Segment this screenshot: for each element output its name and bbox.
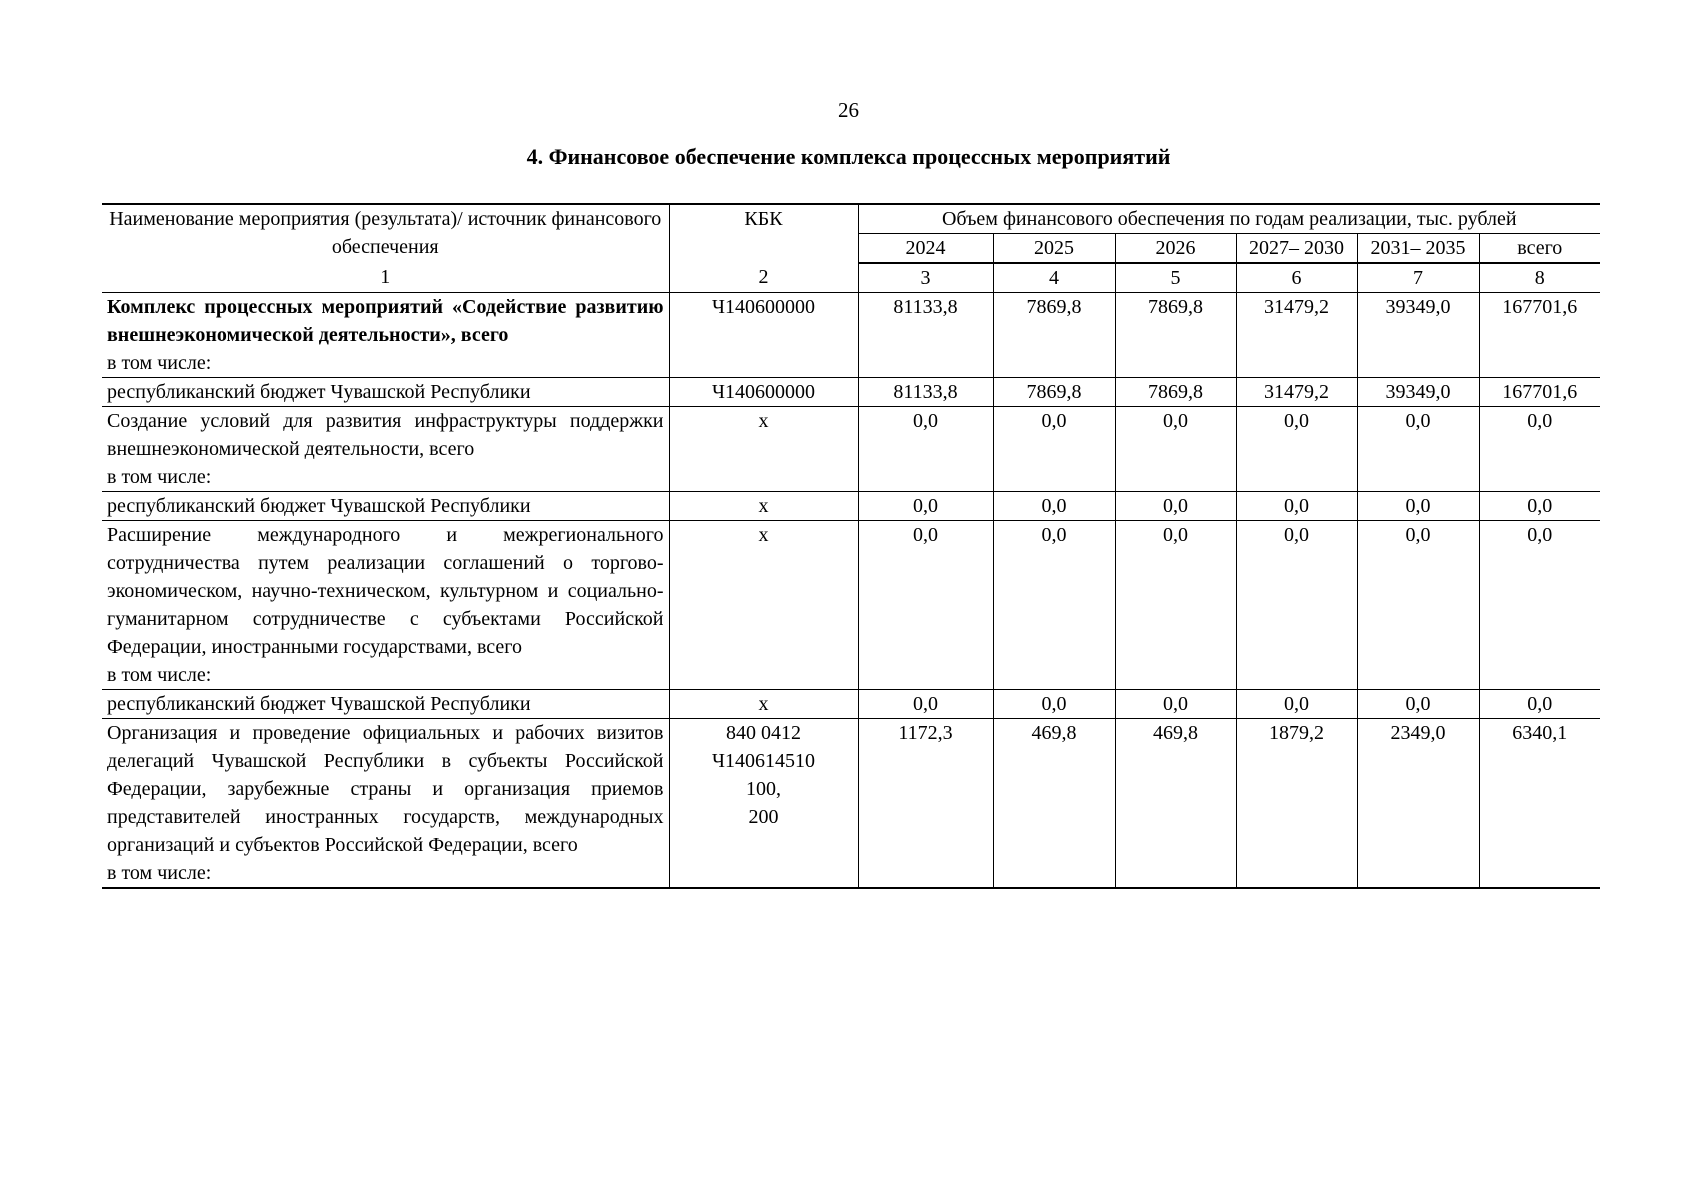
table-row: [102, 690, 1600, 719]
row-kbk: х: [669, 521, 858, 690]
row-value-2025: 0,0: [993, 690, 1115, 719]
row-name: Расширение международного и межрегионального сотрудничества путем реализации соглашений о торгово-экономическом, научно-техническом, культурном и социально-гуманитарном сотрудничестве с субъектами Российской Федерации, иностранными государствами, всего: [107, 524, 664, 658]
row-value-2025: 0,0: [993, 492, 1115, 521]
row-value-2024: 0,0: [858, 690, 993, 719]
row-name: Создание условий для развития инфраструктуры поддержки внешнеэкономической деятельности, всего: [107, 410, 664, 460]
header-year-2026: 2026: [1115, 234, 1236, 264]
row-value-2031-2035: 39349,0: [1357, 378, 1479, 407]
row-value-2025: 0,0: [993, 407, 1115, 492]
row-value-2024: 0,0: [858, 492, 993, 521]
row-value-total: 167701,6: [1479, 293, 1600, 378]
row-value-2025: 469,8: [993, 719, 1115, 889]
row-value-2025: 7869,8: [993, 378, 1115, 407]
header-year-2024: 2024: [858, 234, 993, 264]
row-name: республиканский бюджет Чувашской Республики: [102, 492, 669, 521]
row-value-2026: 0,0: [1115, 521, 1236, 690]
row-value-2027-2030: 31479,2: [1236, 378, 1357, 407]
row-value-2031-2035: 0,0: [1357, 407, 1479, 492]
row-value-2026: 0,0: [1115, 407, 1236, 492]
row-value-total: 0,0: [1479, 690, 1600, 719]
row-name: Комплекс процессных мероприятий «Содействие развитию внешнеэкономической деятельности», всего: [107, 296, 664, 346]
table-row: [102, 492, 1600, 521]
row-kbk-cell: [669, 719, 858, 889]
row-value-2031-2035: 39349,0: [1357, 293, 1479, 378]
row-value-2027-2030: 0,0: [1236, 521, 1357, 690]
row-value-2026: 7869,8: [1115, 293, 1236, 378]
row-value-2027-2030: 0,0: [1236, 407, 1357, 492]
row-name: Организация и проведение официальных и рабочих визитов делегаций Чувашской Республики в субъекты Российской Федерации, зарубежные страны и организация приемов представителей иностранных государств, международных организаций и субъектов Российской Федерации, всего: [107, 722, 664, 856]
column-number: 4: [993, 263, 1115, 293]
row-kbk: Ч140600000: [669, 293, 858, 378]
row-value-2026: 7869,8: [1115, 378, 1236, 407]
row-value-2026: 0,0: [1115, 492, 1236, 521]
row-kbk-line: Ч140614510: [712, 750, 815, 772]
row-value-2024: 81133,8: [858, 378, 993, 407]
row-value-total: 6340,1: [1479, 719, 1600, 889]
row-name-cell: [102, 719, 669, 889]
row-value-total: 167701,6: [1479, 378, 1600, 407]
table-row: [102, 293, 1600, 378]
row-value-total: 0,0: [1479, 521, 1600, 690]
row-value-2027-2030: 0,0: [1236, 690, 1357, 719]
table-row: [102, 378, 1600, 407]
table-row: [102, 407, 1600, 492]
row-name-cell: [102, 521, 669, 690]
table-row: [102, 719, 1600, 889]
column-number: 3: [858, 263, 993, 293]
row-subtitle: в том числе:: [107, 352, 212, 374]
header-year-2025: 2025: [993, 234, 1115, 264]
header-kbk: КБК: [669, 204, 858, 263]
header-volume: Объем финансового обеспечения по годам реализации, тыс. рублей: [858, 204, 1600, 234]
row-value-2024: 0,0: [858, 407, 993, 492]
table-row: [102, 521, 1600, 690]
row-kbk: х: [669, 690, 858, 719]
column-numbers-row: [102, 263, 1600, 293]
row-subtitle: в том числе:: [107, 466, 212, 488]
row-kbk: Ч140600000: [669, 378, 858, 407]
row-value-2031-2035: 2349,0: [1357, 719, 1479, 889]
row-subtitle: в том числе:: [107, 862, 212, 884]
row-kbk-line: 840 0412: [726, 722, 801, 744]
row-name-cell: [102, 407, 669, 492]
row-value-2025: 0,0: [993, 521, 1115, 690]
column-number: 6: [1236, 263, 1357, 293]
row-value-2026: 0,0: [1115, 690, 1236, 719]
header-year-2027-2030: 2027– 2030: [1236, 234, 1357, 264]
row-value-2026: 469,8: [1115, 719, 1236, 889]
row-value-2024: 81133,8: [858, 293, 993, 378]
row-value-2031-2035: 0,0: [1357, 492, 1479, 521]
column-number: 5: [1115, 263, 1236, 293]
row-value-2024: 1172,3: [858, 719, 993, 889]
header-total: всего: [1479, 234, 1600, 264]
row-value-2031-2035: 0,0: [1357, 690, 1479, 719]
column-number: 7: [1357, 263, 1479, 293]
row-kbk: х: [669, 492, 858, 521]
row-name-cell: [102, 293, 669, 378]
row-value-2027-2030: 31479,2: [1236, 293, 1357, 378]
header-name: Наименование мероприятия (результата)/ источник финансового обеспечения: [102, 204, 669, 263]
column-number: 1: [102, 263, 669, 293]
row-kbk-line: 100,: [746, 778, 781, 800]
row-name: республиканский бюджет Чувашской Республики: [102, 378, 669, 407]
column-number: 2: [669, 263, 858, 293]
row-name: республиканский бюджет Чувашской Республики: [102, 690, 669, 719]
row-value-2027-2030: 1879,2: [1236, 719, 1357, 889]
row-value-2027-2030: 0,0: [1236, 492, 1357, 521]
row-value-2025: 7869,8: [993, 293, 1115, 378]
header-year-2031-2035: 2031– 2035: [1357, 234, 1479, 264]
row-subtitle: в том числе:: [107, 664, 212, 686]
row-value-total: 0,0: [1479, 492, 1600, 521]
page-title: 4. Финансовое обеспечение комплекса процессных мероприятий: [526, 144, 1171, 169]
page-number: 26: [838, 98, 859, 122]
financing-table: [102, 203, 1600, 889]
column-number: 8: [1479, 263, 1600, 293]
row-value-2031-2035: 0,0: [1357, 521, 1479, 690]
row-kbk: х: [669, 407, 858, 492]
row-value-2024: 0,0: [858, 521, 993, 690]
row-kbk-line: 200: [748, 806, 779, 828]
row-value-total: 0,0: [1479, 407, 1600, 492]
